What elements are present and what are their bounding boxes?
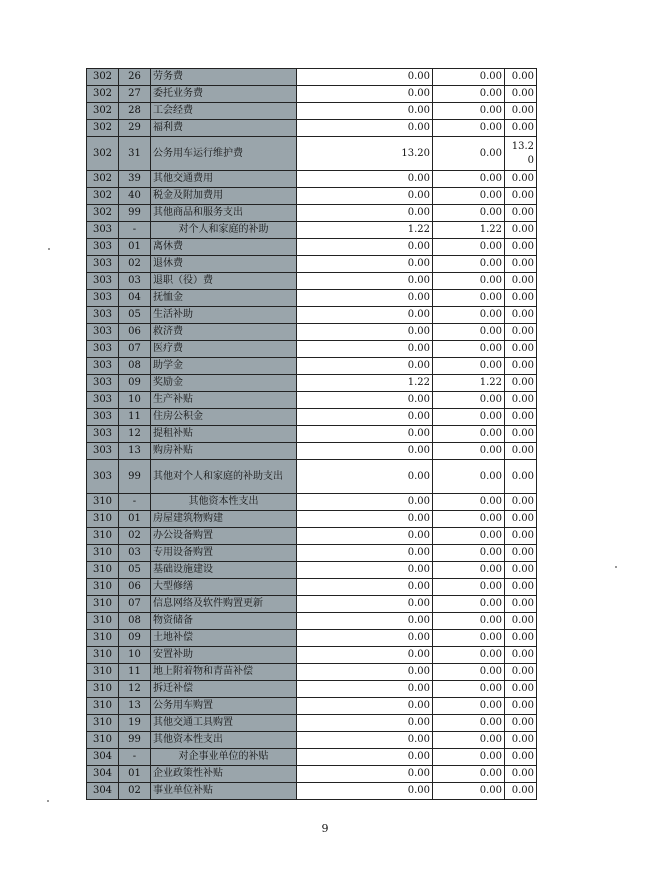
total-amount: 0.00 bbox=[297, 528, 433, 545]
class-code: 302 bbox=[87, 86, 119, 103]
table-row bbox=[87, 273, 537, 290]
table-row bbox=[87, 171, 537, 188]
total-amount: 0.00 bbox=[297, 69, 433, 86]
item-code: 39 bbox=[119, 171, 151, 188]
item-name: 事业单位补贴 bbox=[151, 783, 297, 800]
table-row bbox=[87, 545, 537, 562]
basic-amount: 0.00 bbox=[433, 511, 505, 528]
item-code: 11 bbox=[119, 409, 151, 426]
item-name: 专用设备购置 bbox=[151, 545, 297, 562]
project-amount: 0.00 bbox=[505, 222, 537, 239]
table-row bbox=[87, 443, 537, 460]
class-code: 310 bbox=[87, 630, 119, 647]
class-code: 303 bbox=[87, 273, 119, 290]
item-name: 基础设施建设 bbox=[151, 562, 297, 579]
project-amount: 0.00 bbox=[505, 188, 537, 205]
class-code: 303 bbox=[87, 375, 119, 392]
project-amount: 0.00 bbox=[505, 324, 537, 341]
basic-amount: 0.00 bbox=[433, 460, 505, 494]
basic-amount: 0.00 bbox=[433, 120, 505, 137]
item-code: 03 bbox=[119, 273, 151, 290]
item-code: 07 bbox=[119, 341, 151, 358]
class-code: 310 bbox=[87, 732, 119, 749]
table-row bbox=[87, 358, 537, 375]
basic-amount: 0.00 bbox=[433, 290, 505, 307]
class-code: 310 bbox=[87, 596, 119, 613]
basic-amount: 0.00 bbox=[433, 783, 505, 800]
project-amount: 0.00 bbox=[505, 647, 537, 664]
scan-speck bbox=[48, 248, 50, 250]
item-code: 06 bbox=[119, 579, 151, 596]
project-amount: 0.00 bbox=[505, 69, 537, 86]
basic-amount: 0.00 bbox=[433, 69, 505, 86]
class-code: 303 bbox=[87, 239, 119, 256]
project-amount: 0.00 bbox=[505, 681, 537, 698]
table-row bbox=[87, 749, 537, 766]
total-amount: 0.00 bbox=[297, 596, 433, 613]
basic-amount: 0.00 bbox=[433, 647, 505, 664]
item-name: 住房公积金 bbox=[151, 409, 297, 426]
total-amount: 13.20 bbox=[297, 137, 433, 171]
item-code: 19 bbox=[119, 715, 151, 732]
item-name: 退休费 bbox=[151, 256, 297, 273]
item-name: 福利费 bbox=[151, 120, 297, 137]
table-row bbox=[87, 120, 537, 137]
total-amount: 0.00 bbox=[297, 171, 433, 188]
item-name: 其他资本性支出 bbox=[151, 732, 297, 749]
basic-amount: 0.00 bbox=[433, 579, 505, 596]
item-name: 购房补贴 bbox=[151, 443, 297, 460]
basic-amount: 0.00 bbox=[433, 256, 505, 273]
total-amount: 1.22 bbox=[297, 222, 433, 239]
table-row bbox=[87, 664, 537, 681]
total-amount: 0.00 bbox=[297, 715, 433, 732]
item-name: 信息网络及软件购置更新 bbox=[151, 596, 297, 613]
basic-amount: 1.22 bbox=[433, 222, 505, 239]
table-row bbox=[87, 222, 537, 239]
table-row bbox=[87, 375, 537, 392]
total-amount: 0.00 bbox=[297, 86, 433, 103]
item-code: 13 bbox=[119, 443, 151, 460]
basic-amount: 0.00 bbox=[433, 86, 505, 103]
project-amount: 0.00 bbox=[505, 409, 537, 426]
item-code: 01 bbox=[119, 239, 151, 256]
table-row bbox=[87, 205, 537, 222]
project-amount: 0.00 bbox=[505, 664, 537, 681]
item-code: - bbox=[119, 749, 151, 766]
project-amount: 0.00 bbox=[505, 460, 537, 494]
total-amount: 0.00 bbox=[297, 324, 433, 341]
class-code: 303 bbox=[87, 426, 119, 443]
class-code: 304 bbox=[87, 749, 119, 766]
item-name: 退职（役）费 bbox=[151, 273, 297, 290]
total-amount: 0.00 bbox=[297, 205, 433, 222]
item-code: 01 bbox=[119, 511, 151, 528]
project-amount: 0.00 bbox=[505, 273, 537, 290]
item-code: 26 bbox=[119, 69, 151, 86]
item-name: 提租补贴 bbox=[151, 426, 297, 443]
class-code: 303 bbox=[87, 392, 119, 409]
basic-amount: 0.00 bbox=[433, 494, 505, 511]
item-code: 04 bbox=[119, 290, 151, 307]
item-code: 09 bbox=[119, 375, 151, 392]
class-code: 302 bbox=[87, 188, 119, 205]
basic-amount: 0.00 bbox=[433, 171, 505, 188]
item-name: 委托业务费 bbox=[151, 86, 297, 103]
item-name: 办公设备购置 bbox=[151, 528, 297, 545]
item-code: 05 bbox=[119, 307, 151, 324]
item-name: 其他商品和服务支出 bbox=[151, 205, 297, 222]
item-name: 助学金 bbox=[151, 358, 297, 375]
total-amount: 0.00 bbox=[297, 681, 433, 698]
project-amount: 0.00 bbox=[505, 494, 537, 511]
item-name: 大型修缮 bbox=[151, 579, 297, 596]
project-amount: 0.00 bbox=[505, 766, 537, 783]
basic-amount: 0.00 bbox=[433, 426, 505, 443]
item-code: 99 bbox=[119, 205, 151, 222]
project-amount: 0.00 bbox=[505, 698, 537, 715]
table-row bbox=[87, 511, 537, 528]
basic-amount: 0.00 bbox=[433, 205, 505, 222]
item-code: 99 bbox=[119, 732, 151, 749]
project-amount: 0.00 bbox=[505, 103, 537, 120]
project-amount: 0.00 bbox=[505, 715, 537, 732]
item-code: 12 bbox=[119, 426, 151, 443]
class-code: 310 bbox=[87, 664, 119, 681]
project-amount: 0.00 bbox=[505, 528, 537, 545]
table-row bbox=[87, 256, 537, 273]
item-name: 税金及附加费用 bbox=[151, 188, 297, 205]
item-name: 房屋建筑物购建 bbox=[151, 511, 297, 528]
class-code: 304 bbox=[87, 766, 119, 783]
table-row bbox=[87, 766, 537, 783]
project-amount: 0.00 bbox=[505, 783, 537, 800]
item-code: 02 bbox=[119, 783, 151, 800]
basic-amount: 0.00 bbox=[433, 664, 505, 681]
total-amount: 0.00 bbox=[297, 443, 433, 460]
basic-amount: 0.00 bbox=[433, 749, 505, 766]
basic-amount: 0.00 bbox=[433, 273, 505, 290]
table-row bbox=[87, 647, 537, 664]
basic-amount: 0.00 bbox=[433, 630, 505, 647]
project-amount: 0.00 bbox=[505, 358, 537, 375]
item-code: - bbox=[119, 222, 151, 239]
item-code: 03 bbox=[119, 545, 151, 562]
table-row bbox=[87, 290, 537, 307]
table-body bbox=[87, 69, 537, 800]
item-name: 地上附着物和青苗补偿 bbox=[151, 664, 297, 681]
project-amount: 0.00 bbox=[505, 239, 537, 256]
basic-amount: 1.22 bbox=[433, 375, 505, 392]
project-amount: 0.00 bbox=[505, 120, 537, 137]
page-number: 9 bbox=[321, 822, 329, 835]
total-amount: 0.00 bbox=[297, 273, 433, 290]
table-row bbox=[87, 579, 537, 596]
item-name: 企业政策性补贴 bbox=[151, 766, 297, 783]
item-code: 29 bbox=[119, 120, 151, 137]
total-amount: 0.00 bbox=[297, 749, 433, 766]
basic-amount: 0.00 bbox=[433, 409, 505, 426]
item-name: 其他资本性支出 bbox=[151, 494, 297, 511]
class-code: 302 bbox=[87, 120, 119, 137]
project-amount: 0.00 bbox=[505, 630, 537, 647]
item-name: 救济费 bbox=[151, 324, 297, 341]
total-amount: 0.00 bbox=[297, 358, 433, 375]
project-amount: 0.00 bbox=[505, 579, 537, 596]
class-code: 310 bbox=[87, 545, 119, 562]
item-name: 抚恤金 bbox=[151, 290, 297, 307]
project-amount: 0.00 bbox=[505, 290, 537, 307]
table-row bbox=[87, 528, 537, 545]
total-amount: 0.00 bbox=[297, 766, 433, 783]
table-row bbox=[87, 681, 537, 698]
class-code: 303 bbox=[87, 341, 119, 358]
class-code: 310 bbox=[87, 494, 119, 511]
table-row bbox=[87, 239, 537, 256]
class-code: 310 bbox=[87, 528, 119, 545]
item-code: - bbox=[119, 494, 151, 511]
total-amount: 0.00 bbox=[297, 307, 433, 324]
item-code: 02 bbox=[119, 256, 151, 273]
scan-speck bbox=[615, 566, 617, 568]
class-code: 303 bbox=[87, 443, 119, 460]
item-code: 08 bbox=[119, 613, 151, 630]
total-amount: 0.00 bbox=[297, 392, 433, 409]
total-amount: 0.00 bbox=[297, 664, 433, 681]
item-code: 10 bbox=[119, 392, 151, 409]
item-name: 奖励金 bbox=[151, 375, 297, 392]
basic-amount: 0.00 bbox=[433, 596, 505, 613]
item-code: 31 bbox=[119, 137, 151, 171]
table-row bbox=[87, 494, 537, 511]
item-name: 土地补偿 bbox=[151, 630, 297, 647]
class-code: 310 bbox=[87, 579, 119, 596]
table-row bbox=[87, 732, 537, 749]
basic-amount: 0.00 bbox=[433, 715, 505, 732]
basic-amount: 0.00 bbox=[433, 137, 505, 171]
project-amount: 0.00 bbox=[505, 86, 537, 103]
table-row bbox=[87, 562, 537, 579]
item-name: 其他对个人和家庭的补助支出 bbox=[151, 460, 297, 494]
class-code: 310 bbox=[87, 511, 119, 528]
item-name: 工会经费 bbox=[151, 103, 297, 120]
item-name: 安置补助 bbox=[151, 647, 297, 664]
class-code: 302 bbox=[87, 103, 119, 120]
table-row bbox=[87, 596, 537, 613]
basic-amount: 0.00 bbox=[433, 443, 505, 460]
item-name: 对企事业单位的补贴 bbox=[151, 749, 297, 766]
class-code: 303 bbox=[87, 460, 119, 494]
item-code: 99 bbox=[119, 460, 151, 494]
table-row bbox=[87, 307, 537, 324]
table-row bbox=[87, 69, 537, 86]
basic-amount: 0.00 bbox=[433, 324, 505, 341]
class-code: 310 bbox=[87, 715, 119, 732]
item-code: 09 bbox=[119, 630, 151, 647]
basic-amount: 0.00 bbox=[433, 681, 505, 698]
total-amount: 0.00 bbox=[297, 426, 433, 443]
class-code: 302 bbox=[87, 137, 119, 171]
class-code: 310 bbox=[87, 647, 119, 664]
class-code: 303 bbox=[87, 358, 119, 375]
class-code: 303 bbox=[87, 409, 119, 426]
table-row bbox=[87, 137, 537, 171]
total-amount: 0.00 bbox=[297, 120, 433, 137]
project-amount: 0.00 bbox=[505, 205, 537, 222]
project-amount: 0.00 bbox=[505, 375, 537, 392]
basic-amount: 0.00 bbox=[433, 307, 505, 324]
total-amount: 0.00 bbox=[297, 511, 433, 528]
item-code: 40 bbox=[119, 188, 151, 205]
project-amount: 0.00 bbox=[505, 596, 537, 613]
item-name: 离休费 bbox=[151, 239, 297, 256]
project-amount: 0.00 bbox=[505, 341, 537, 358]
item-name: 拆迁补偿 bbox=[151, 681, 297, 698]
item-code: 12 bbox=[119, 681, 151, 698]
project-amount: 0.00 bbox=[505, 732, 537, 749]
project-amount: 0.00 bbox=[505, 171, 537, 188]
project-amount: 0.00 bbox=[505, 749, 537, 766]
budget-expense-table bbox=[86, 68, 537, 800]
basic-amount: 0.00 bbox=[433, 239, 505, 256]
item-name: 公务用车购置 bbox=[151, 698, 297, 715]
item-code: 05 bbox=[119, 562, 151, 579]
class-code: 302 bbox=[87, 69, 119, 86]
basic-amount: 0.00 bbox=[433, 766, 505, 783]
class-code: 303 bbox=[87, 222, 119, 239]
table-row bbox=[87, 86, 537, 103]
class-code: 303 bbox=[87, 290, 119, 307]
basic-amount: 0.00 bbox=[433, 103, 505, 120]
item-code: 06 bbox=[119, 324, 151, 341]
basic-amount: 0.00 bbox=[433, 545, 505, 562]
class-code: 304 bbox=[87, 783, 119, 800]
total-amount: 1.22 bbox=[297, 375, 433, 392]
item-code: 10 bbox=[119, 647, 151, 664]
total-amount: 0.00 bbox=[297, 647, 433, 664]
scan-speck bbox=[47, 800, 49, 802]
table-row bbox=[87, 460, 537, 494]
project-amount: 0.00 bbox=[505, 562, 537, 579]
item-code: 27 bbox=[119, 86, 151, 103]
class-code: 310 bbox=[87, 681, 119, 698]
total-amount: 0.00 bbox=[297, 239, 433, 256]
total-amount: 0.00 bbox=[297, 783, 433, 800]
total-amount: 0.00 bbox=[297, 409, 433, 426]
table-row bbox=[87, 409, 537, 426]
total-amount: 0.00 bbox=[297, 460, 433, 494]
total-amount: 0.00 bbox=[297, 256, 433, 273]
item-name: 生活补助 bbox=[151, 307, 297, 324]
total-amount: 0.00 bbox=[297, 579, 433, 596]
project-amount: 0.00 bbox=[505, 613, 537, 630]
total-amount: 0.00 bbox=[297, 732, 433, 749]
total-amount: 0.00 bbox=[297, 613, 433, 630]
class-code: 303 bbox=[87, 307, 119, 324]
total-amount: 0.00 bbox=[297, 290, 433, 307]
project-amount: 0.00 bbox=[505, 256, 537, 273]
class-code: 302 bbox=[87, 171, 119, 188]
basic-amount: 0.00 bbox=[433, 732, 505, 749]
item-name: 其他交通工具购置 bbox=[151, 715, 297, 732]
class-code: 310 bbox=[87, 698, 119, 715]
total-amount: 0.00 bbox=[297, 698, 433, 715]
total-amount: 0.00 bbox=[297, 103, 433, 120]
table-row bbox=[87, 426, 537, 443]
total-amount: 0.00 bbox=[297, 562, 433, 579]
project-amount: 0.00 bbox=[505, 511, 537, 528]
total-amount: 0.00 bbox=[297, 494, 433, 511]
total-amount: 0.00 bbox=[297, 188, 433, 205]
item-name: 对个人和家庭的补助 bbox=[151, 222, 297, 239]
basic-amount: 0.00 bbox=[433, 341, 505, 358]
project-amount: 0.00 bbox=[505, 426, 537, 443]
project-amount: 0.00 bbox=[505, 307, 537, 324]
basic-amount: 0.00 bbox=[433, 528, 505, 545]
table-row bbox=[87, 341, 537, 358]
item-code: 28 bbox=[119, 103, 151, 120]
table-row bbox=[87, 698, 537, 715]
item-name: 生产补贴 bbox=[151, 392, 297, 409]
item-name: 公务用车运行维护费 bbox=[151, 137, 297, 171]
basic-amount: 0.00 bbox=[433, 188, 505, 205]
class-code: 303 bbox=[87, 256, 119, 273]
item-code: 02 bbox=[119, 528, 151, 545]
table-row bbox=[87, 630, 537, 647]
class-code: 303 bbox=[87, 324, 119, 341]
class-code: 302 bbox=[87, 205, 119, 222]
basic-amount: 0.00 bbox=[433, 562, 505, 579]
total-amount: 0.00 bbox=[297, 630, 433, 647]
table-row bbox=[87, 392, 537, 409]
project-amount: 0.00 bbox=[505, 443, 537, 460]
item-code: 11 bbox=[119, 664, 151, 681]
basic-amount: 0.00 bbox=[433, 613, 505, 630]
project-amount: 13.20 bbox=[505, 137, 537, 171]
table-row bbox=[87, 715, 537, 732]
table-row bbox=[87, 783, 537, 800]
table-row bbox=[87, 324, 537, 341]
total-amount: 0.00 bbox=[297, 341, 433, 358]
expense-grid bbox=[86, 68, 537, 800]
item-name: 物资储备 bbox=[151, 613, 297, 630]
class-code: 310 bbox=[87, 562, 119, 579]
basic-amount: 0.00 bbox=[433, 698, 505, 715]
basic-amount: 0.00 bbox=[433, 358, 505, 375]
item-name: 劳务费 bbox=[151, 69, 297, 86]
basic-amount: 0.00 bbox=[433, 392, 505, 409]
total-amount: 0.00 bbox=[297, 545, 433, 562]
item-code: 07 bbox=[119, 596, 151, 613]
item-code: 08 bbox=[119, 358, 151, 375]
table-row bbox=[87, 613, 537, 630]
item-name: 医疗费 bbox=[151, 341, 297, 358]
project-amount: 0.00 bbox=[505, 545, 537, 562]
table-row bbox=[87, 188, 537, 205]
project-amount: 0.00 bbox=[505, 392, 537, 409]
item-code: 13 bbox=[119, 698, 151, 715]
class-code: 310 bbox=[87, 613, 119, 630]
item-name: 其他交通费用 bbox=[151, 171, 297, 188]
item-code: 01 bbox=[119, 766, 151, 783]
table-row bbox=[87, 103, 537, 120]
